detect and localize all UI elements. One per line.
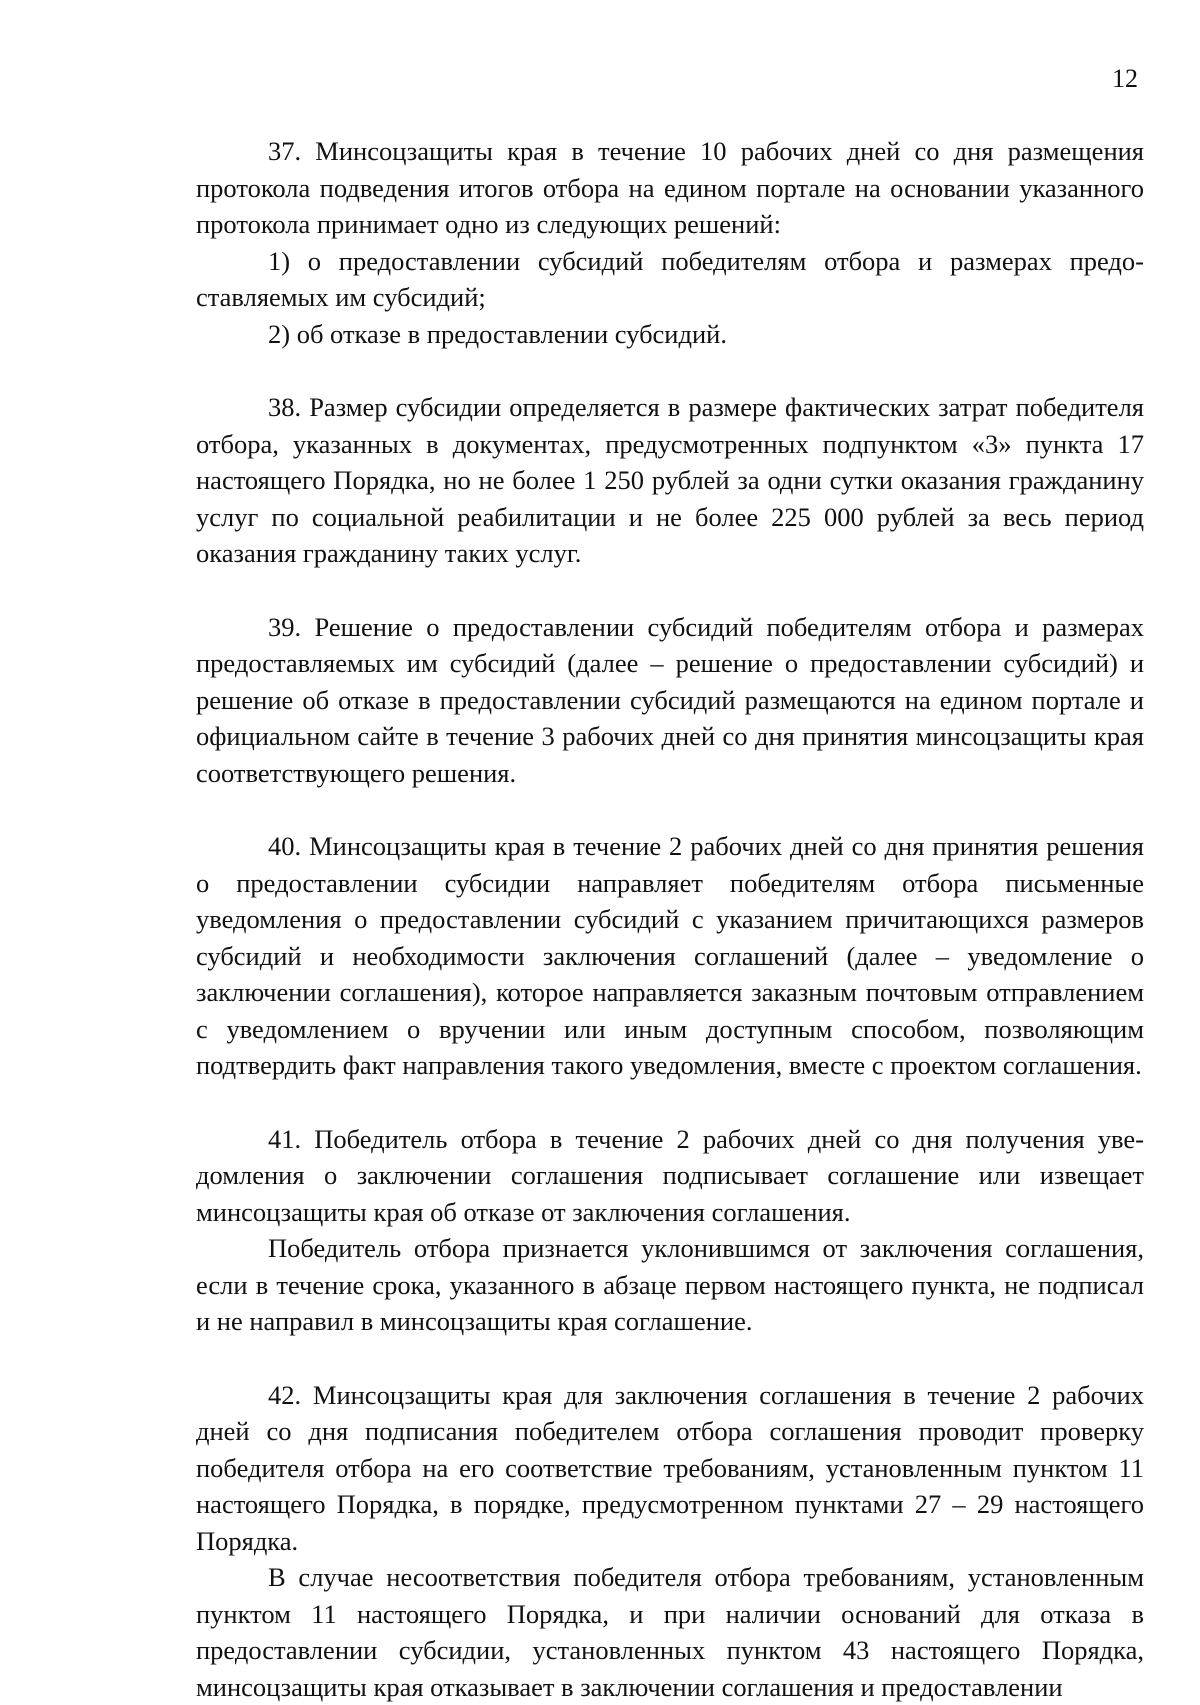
paragraph-38: 38. Размер субсидии определяется в размере фактических затрат победителя отбора, указанных в документах, предусмотренных подпунктом «3» пункта 17 настоящего Порядка, но не более 1 250 рублей за одни сутки оказания гражданину услуг по социальной реабилитации и не более 225 000 рублей за весь период оказания гражданину таких услуг. [196,392,1144,568]
paragraph-41-part-2: Победитель отбора признается уклонившимся от заключения соглашения, если в течение срока, указанного в абзаце первом настоящего пункта, не подписал и не направил в минсоцзащиты края соглашение. [196,1233,1144,1336]
paragraph-37-item-2: 2) об отказе в предоставлении субсидий. [268,318,727,349]
paragraph-39: 39. Решение о предоставлении субсидий победителям отбора и размерах предоставляемых им субсидий (далее – решение о предоставлении субсидий) и решение об отказе в предоставлении субсидий размещаются на едином портале и официальном сайте в течение 3 рабочих дней со дня принятия минсоцзащиты края соответствующего решения. [196,611,1144,788]
document-body [196,133,1144,1705]
paragraph-37-item-1: 1) о предоставлении субсидий победителям отбора и размерах предоставляемых им субсидий; [196,245,1144,312]
page-number: 12 [1112,64,1138,93]
paragraph-42-part-2: В случае несоответствия победителя отбора требованиям, установленным пунктом 11 настоящего Порядка, и при наличии оснований для отказа в предоставлении субсидии, установленных пунктом 43 настоящего Порядка, минсоцзащиты края отказывает в заключении соглашения и предоставлении [196,1562,1144,1702]
paragraph-41: 41. Победитель отбора в течение 2 рабочих дней со дня получения уведомления о заключении соглашения подписывает соглашение или извещает минсоцзащиты края об отказе от заключения соглашения. [196,1123,1144,1227]
paragraph-37: 37. Минсоцзащиты края в течение 10 рабочих дней со дня размещения протокола подведения итогов отбора на едином портале на основании указанного протокола принимает одно из следующих решений: [196,136,1144,239]
paragraph-40: 40. Минсоцзащиты края в течение 2 рабочих дней со дня принятия решения о предоставлении субсидии направляет победителям отбора письменные уведомления о предоставлении субсидий с указанием причитающихся размеров субсидий и необходимости заключения соглашений (далее – уведомление о заключении соглашения), которое направляется заказным почтовым отправлением с уведомлением о вручении или иным доступным способом, позволяющим подтвердить факт направления такого уведомления, вместе с проектом соглашения. [196,831,1144,1080]
paragraph-42: 42. Минсоцзащиты края для заключения соглашения в течение 2 рабочих дней со дня подписания победителем отбора соглашения проводит проверку победителя отбора на его соответствие требованиям, установленным пунктом 11 настоящего Порядка, в порядке, предусмотренном пунктами 27 – 29 настоящего Порядка. [196,1379,1144,1556]
